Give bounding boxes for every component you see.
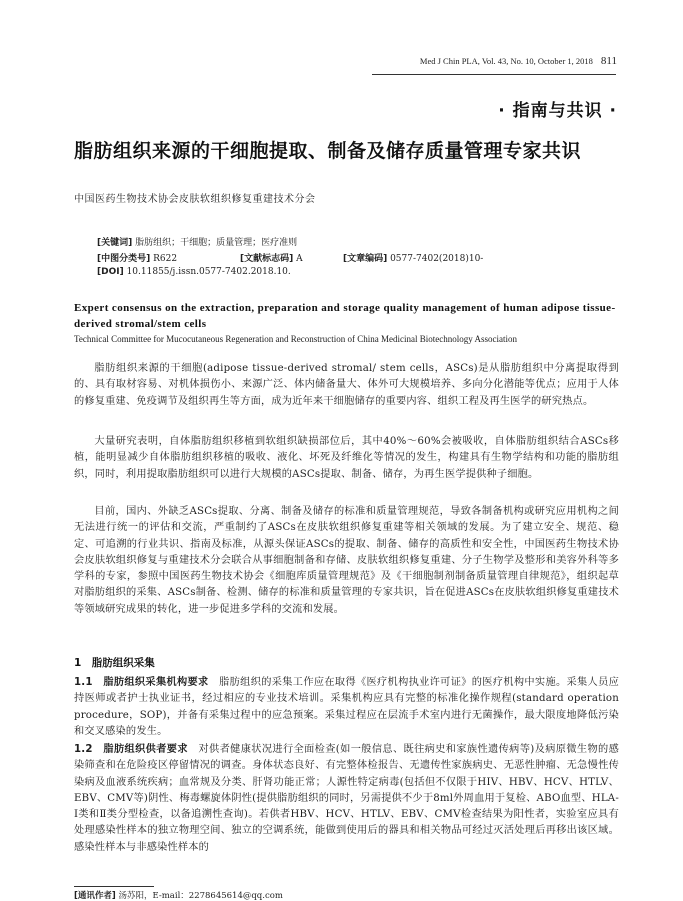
english-organization: Technical Committee for Mucocutaneous Regeneration and Reconstruction of China Medicinal Biotechnology Association bbox=[74, 334, 518, 344]
column-tag: · 指南与共识 · bbox=[498, 101, 617, 121]
page-number: 811 bbox=[600, 55, 617, 67]
doi-line bbox=[97, 267, 291, 277]
footnote-rule bbox=[74, 886, 154, 887]
section-1-heading: 1 脂肪组织采集 bbox=[74, 657, 155, 669]
footnote-label: [通讯作者] bbox=[74, 891, 116, 901]
body-paragraph-1: 脂肪组织来源的干细胞(adipose tissue-derived stromal/ stem cells，ASCs)是从脂肪组织中分离提取得到的、具有取材容易、对机体损伤小、来源广泛、体内储备量大、体外可大规模培养、多向分化潜能等优点；应用于人体的修复重建、免疫调节及组织再生等方面，成为近年来干细胞储存的重要内容、组织工程及再生医学的研究热点。 bbox=[74, 363, 619, 407]
section-1-2 bbox=[74, 742, 619, 856]
doi-label: [DOI] bbox=[97, 267, 124, 277]
journal-info: Med J Chin PLA, Vol. 43, No. 10, October 1, 2018 bbox=[419, 56, 593, 66]
body-paragraph-2: 大量研究表明，自体脂肪组织移植到软组织缺损部位后，其中40%～60%会被吸收，自体脂肪组织结合ASCs移植，能明显减少自体脂肪组织移植的吸收、液化、坏死及纤维化等情况的发生，构建具有生物学结构和功能的脂肪组织，同时，利用提取脂肪组织可以进行大规模的ASCs提取、制备、储存，为再生医学提供种子细胞。 bbox=[74, 436, 619, 480]
footnote bbox=[74, 889, 283, 901]
body-paragraph-3: 目前，国内、外缺乏ASCs提取、分离、制备及储存的标准和质量管理规范，导致各制备机构或研究应用机构之间无法进行统一的评估和交流，严重制约了ASCs在皮肤软组织修复重建等相关领域的发展。为了建立安全、规范、稳定、可追溯的行业共识、指南及标准，从源头保证ASCs的提取、制备、储存的高质性和安全性，中国医药生物技术协会皮肤软组织修复与重建技术分会联合从事细胞制备和存储、皮肤软组织修复重建、分子生物学及整形和美容外科等多学科的专家，参照中国医药生物技术协会《细胞库质量管理规范》及《干细胞制剂制备质量管理自律规范》，组织起草对脂肪组织的采集、ASCs制备、检测、储存的标准和质量管理的专家共识，旨在促进ASCs在皮肤软组织修复重建技术等领域研究成果的转化，进一步促进多学科的交流和发展。 bbox=[74, 506, 619, 615]
article-title: 脂肪组织来源的干细胞提取、制备及储存质量管理专家共识 bbox=[74, 140, 582, 162]
doi-value: 10.11855/j.issn.0577-7402.2018.10. bbox=[126, 267, 291, 277]
clc-value: R622 bbox=[153, 254, 178, 264]
article-no-value: 0577-7402(2018)10- bbox=[390, 254, 484, 264]
section-1-2-text: 对供者健康状况进行全面检查(如一般信息、既往病史和家族性遗传病等)及病原微生物的感染筛查和在危险疫区停留情况的调查。身体状态良好、有完整体检报告、无遗传性家族病史、无恶性肿瘤、无急慢性传染病及血液系统疾病；血常规及分类、肝肾功能正常；人源性特定病毒(包括但不仅限于HIV、HBV、HCV、HTLV、EBV、CMV等)阴性、梅毒螺旋体阴性(提供脂肪组织的同时，另需提供不少于8ml外周血用于复检、ABO血型、HLA-Ⅰ类和Ⅱ类分型检查，以备追溯性查询)。若供者HBV、HCV、HTLV、EBV、CMV检查结果为阳性者，实验室应具有处理感染性样本的独立物理空间、独立的空调系统，能做到使用后的器具和相关物品可经过灭活处理后再移出该区域。感染性样本与非感染性样本的 bbox=[74, 744, 619, 853]
doc-code-value: A bbox=[296, 254, 303, 264]
footnote-text: 汤苏阳，E-mail：2278645614@qq.com bbox=[118, 891, 283, 901]
article-no-label: [文章编码] bbox=[342, 254, 388, 264]
clc-label: [中图分类号] bbox=[97, 254, 151, 264]
keywords-line bbox=[97, 235, 297, 248]
keywords-value: 脂肪组织；干细胞；质量管理；医疗准则 bbox=[135, 238, 298, 248]
running-head bbox=[420, 55, 617, 67]
keywords-label: [关键词] bbox=[97, 238, 133, 248]
section-1-1 bbox=[74, 675, 619, 740]
author-organization: 中国医药生物技术协会皮肤软组织修复重建技术分会 bbox=[74, 194, 316, 205]
section-1-1-label: 1.1 脂肪组织采集机构要求 bbox=[74, 677, 209, 688]
doc-code-label: [文献标志码] bbox=[239, 254, 294, 264]
english-title: Expert consensus on the extraction, preparation and storage quality management of human adipose tissue-derived stromal/stem cells bbox=[74, 302, 616, 330]
classification-line bbox=[97, 251, 483, 264]
section-1-2-label: 1.2 脂肪组织供者要求 bbox=[74, 744, 188, 755]
section-1-1-text: 脂肪组织的采集工作应在取得《医疗机构执业许可证》的医疗机构中实施。采集人员应持医师或者护士执业证书，经过相应的专业技术培训。采集机构应具有完整的标准化操作规程(standard operation procedure，SOP)，并备有采集过程中的应急预案。采集过程应在层流手术室内进行无菌操作，最大限度地降低污染和交叉感染的发生。 bbox=[74, 677, 619, 737]
header-rule bbox=[372, 74, 616, 75]
